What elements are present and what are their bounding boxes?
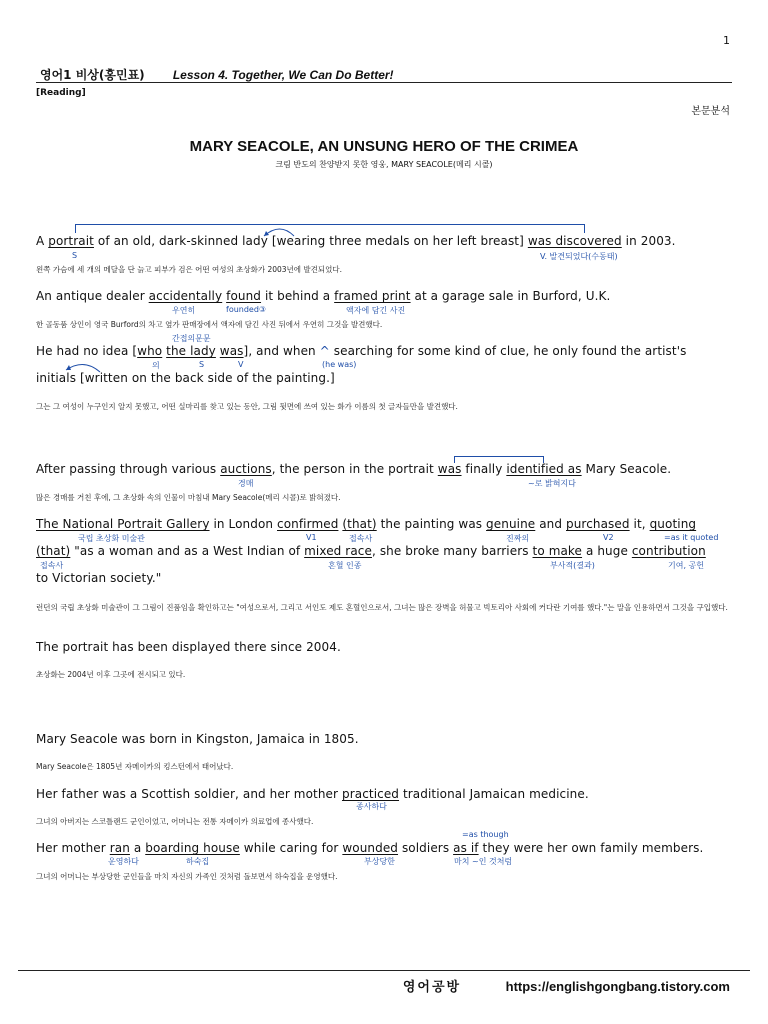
header-divider: [36, 82, 732, 83]
annotation-mixed-race: 혼혈 인종: [328, 561, 362, 570]
footer-divider: [18, 970, 750, 971]
annotation-accidentally: 우연히: [172, 306, 196, 315]
document-subtitle: 크림 반도의 찬양받지 못한 영웅, MARY SEACOLE(메리 시콜): [275, 160, 493, 169]
subject-verb-bracket: [75, 224, 585, 233]
sentence-5-line-3: to Victorian society.": [36, 571, 162, 585]
translation-6: 초상화는 2004년 이후 그곳에 전시되고 있다.: [36, 670, 186, 679]
annotation-ran: 운영하다: [108, 857, 139, 866]
sentence-8: Her father was a Scottish soldier, and her mother practiced traditional Jamaican medicine.: [36, 787, 589, 801]
annotation-conjunction: 접속사: [40, 561, 64, 570]
header: [40, 66, 394, 83]
section-label: [Reading]: [36, 88, 86, 98]
annotation-as-though: =as though: [462, 830, 509, 839]
annotation-boarding-house: 하숙집: [186, 857, 210, 866]
sentence-3-line-2: initials [written on the back side of the painting.]: [36, 371, 335, 385]
annotation-to-make: 부사적(결과): [550, 561, 595, 570]
annotation-indirect-question: 간접의문문: [172, 334, 211, 343]
translation-4: 많은 경매를 거친 후에, 그 초상화 속의 인물이 마침내 Mary Seacole(메리 시콜)로 밝혀졌다.: [36, 493, 341, 502]
annotation-conjunction: 접속사: [349, 534, 373, 543]
annotation-s: S: [199, 360, 205, 369]
translation-1: 왼쪽 가슴에 세 개의 메달을 단 늙고 피부가 검은 어떤 여성의 초상화가 2003년에 발견되었다.: [36, 265, 343, 274]
annotation-s: S: [72, 251, 78, 260]
sentence-4: After passing through various auctions, the person in the portrait was finally identified as Mary Seacole.: [36, 462, 672, 476]
sentence-7: Mary Seacole was born in Kingston, Jamaica in 1805.: [36, 732, 359, 746]
annotation-genuine: 진짜의: [506, 534, 530, 543]
document-title: MARY SEACOLE, AN UNSUNG HERO OF THE CRIMEA: [189, 138, 579, 155]
annotation-wounded: 부상당한: [364, 857, 395, 866]
translation-7: Mary Seacole은 1805년 자메이카의 킹스턴에서 태어났다.: [36, 762, 234, 771]
translation-9: 그녀의 어머니는 부상당한 군인들을 마치 자신의 가족인 것처럼 돌보면서 하숙집을 운영했다.: [36, 872, 338, 881]
translation-2: 한 골동품 상인이 영국 Burford의 차고 옆가 판매장에서 액자에 담긴 사진 뒤에서 우연히 그것을 발견했다.: [36, 320, 383, 329]
sentence-2: An antique dealer accidentally found it behind a framed print at a garage sale in Burford, U.K.: [36, 289, 611, 303]
sentence-5-line-1: The National Portrait Gallery in London confirmed (that) the painting was genuine and purchased it, quoting: [36, 517, 697, 531]
annotation-v1: V1: [306, 533, 317, 542]
footer-brand: 영어공방: [402, 980, 462, 995]
annotation-v: V: [238, 360, 244, 369]
annotation-quoting: =as it quoted: [664, 533, 719, 542]
course-name: 영어1 비상(홍민표): [40, 68, 145, 82]
annotation-gallery: 국립 초상화 미술관: [78, 534, 145, 543]
sentence-6: The portrait has been displayed there since 2004.: [36, 640, 341, 654]
sentence-5-line-2: (that) "as a woman and as a West Indian of mixed race, she broke many barriers to make a huge contribution: [36, 544, 706, 558]
annotation-v2: V2: [603, 533, 614, 542]
sentence-3-line-1: He had no idea [who the lady was], and when ^ searching for some kind of clue, he only found the artist's: [36, 344, 687, 358]
page-number: 1: [723, 34, 730, 47]
analysis-label: 본문분석: [691, 106, 730, 117]
annotation-practiced: 종사하다: [356, 802, 387, 811]
translation-8: 그녀의 아버지는 스코틀랜드 군인이었고, 어머니는 전통 자메이카 의료업에 종사했다.: [36, 817, 314, 826]
annotation-contribution: 기여, 공헌: [668, 561, 704, 570]
annotation-he-was: (he was): [322, 360, 357, 369]
lesson-title: Lesson 4. Together, We Can Do Better!: [172, 68, 394, 82]
sentence-9: Her mother ran a boarding house while caring for wounded soldiers as if they were her own family members.: [36, 841, 704, 855]
sentence-1: A portrait of an old, dark-skinned lady [wearing three medals on her left breast] was discovered in 2003.: [36, 234, 676, 248]
footer: [403, 976, 730, 995]
footer-url[interactable]: https://englishgongbang.tistory.com: [505, 979, 730, 994]
annotation-v: V. 발견되었다(수동태): [540, 252, 618, 261]
annotation-identified-as: ~로 밝혀지다: [528, 479, 576, 488]
annotation-found: founded③: [226, 305, 267, 314]
translation-3: 그는 그 여성이 누구인지 알지 못했고, 어떤 실마리를 찾고 있는 동안, 그림 뒷면에 쓰여 있는 화가 이름의 첫 글자들만을 발견했다.: [36, 402, 458, 411]
annotation-framed-print: 액자에 담긴 사진: [346, 306, 406, 315]
annotation-auctions: 경매: [238, 479, 254, 488]
annotation-as-if: 마치 ~인 것처럼: [454, 857, 513, 866]
annotation-ui: 의: [152, 361, 160, 370]
translation-5: 런던의 국립 초상화 미술관이 그 그림이 진품임을 확인하고는 "여성으로서, 그리고 서인도 제도 혼혈인으로서, 그녀는 많은 장벽을 허물고 빅토리아 사회에 커다란 기여를 했다."는 말을 인용하면서 그것을 구입했다.: [36, 603, 728, 612]
